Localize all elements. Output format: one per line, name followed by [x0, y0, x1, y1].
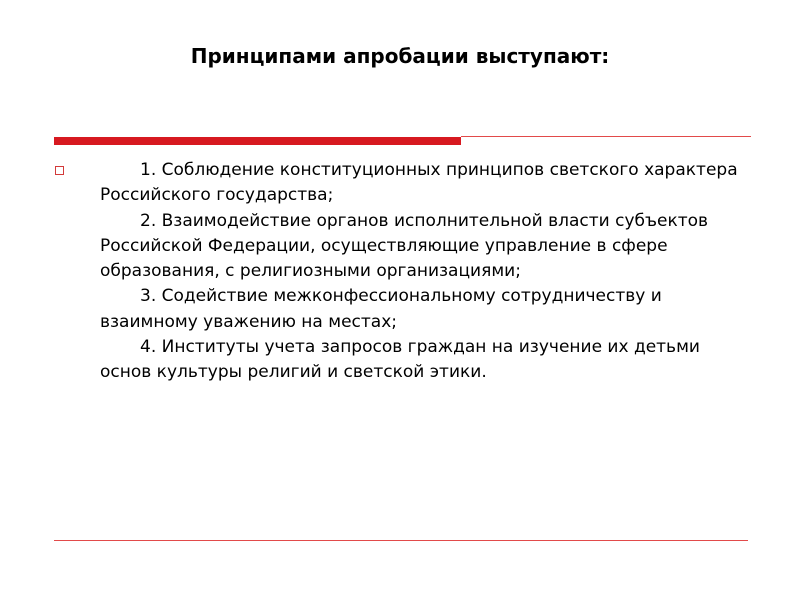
square-bullet-icon [55, 166, 64, 175]
footer-divider [54, 540, 748, 541]
principle-item-1: 1. Соблюдение конституционных принципов светского характера Российского государства; [100, 160, 738, 206]
principle-item-3: 3. Содействие межконфессиональному сотрудничеству и взаимному уважению на местах; [100, 286, 662, 332]
principle-item-2: 2. Взаимодействие органов исполнительной власти субъектов Российской Федерации, осуществляющие управление в сфере образования, с религиозными организациями; [100, 210, 709, 282]
principle-item-4: 4. Институты учета запросов граждан на изучение их детьми основ культуры религий и светской этики. [100, 337, 700, 383]
slide-title: Принципами апробации выступают: [190, 44, 610, 68]
title-underline-thin [461, 136, 751, 137]
title-underline-thick [54, 137, 461, 145]
principles-list [100, 158, 750, 386]
